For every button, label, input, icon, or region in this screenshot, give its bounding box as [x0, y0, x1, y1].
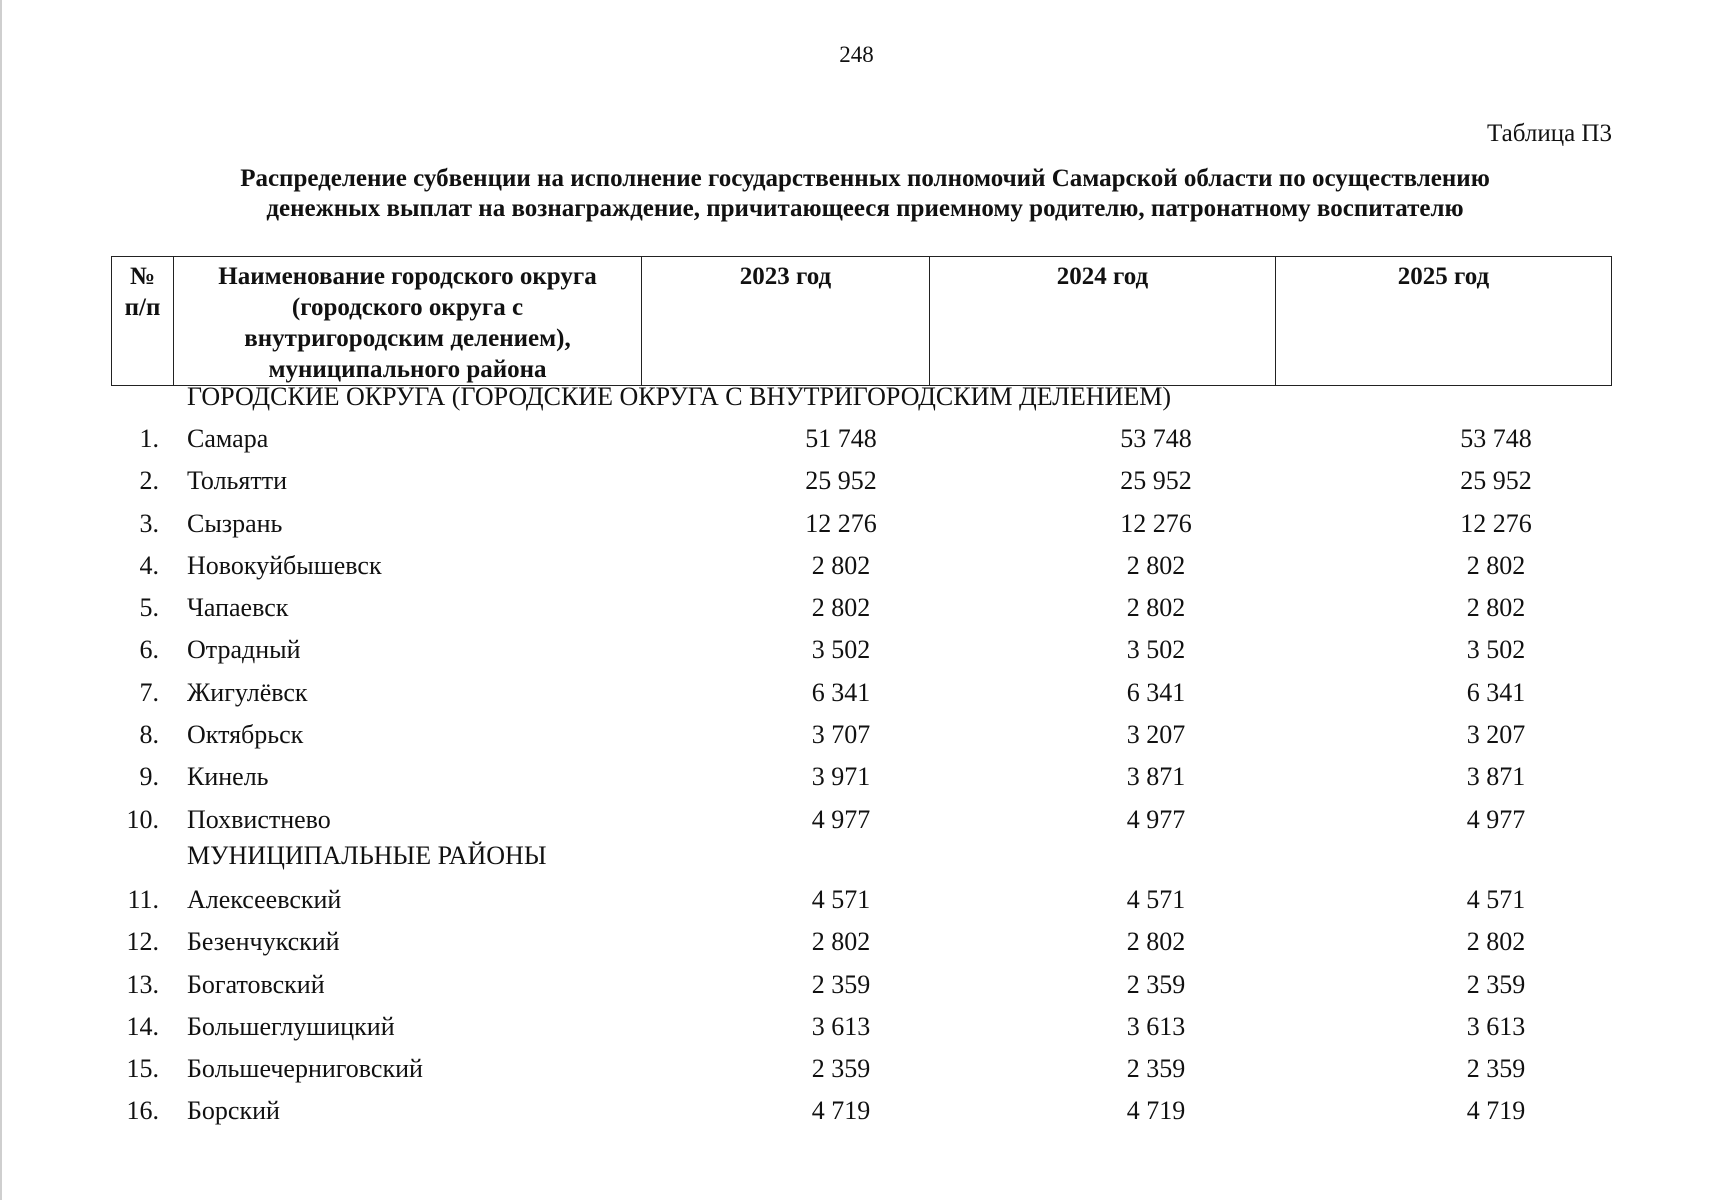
- header-year-2023: 2023 год: [642, 257, 930, 386]
- row-number: 13.: [126, 969, 159, 999]
- header-name-line: Наименование городского округа: [218, 263, 597, 290]
- table-row: [111, 418, 1611, 460]
- row-value-2024: 3 613: [1126, 1011, 1186, 1041]
- title-line-1: Распределение субвенции на исполнение государственных полномочий Самарской области по осуществлению: [240, 165, 1490, 192]
- row-value-2024: 2 802: [1126, 593, 1186, 623]
- row-value-2023: 2 359: [811, 1054, 871, 1084]
- row-name: Октябрьск: [187, 720, 304, 750]
- row-value-2023: 3 502: [811, 635, 871, 665]
- table-row: [111, 587, 1611, 629]
- row-name: Богатовский: [187, 969, 325, 999]
- row-value-2024: 3 207: [1126, 720, 1186, 750]
- row-value-2023: 4 571: [811, 884, 871, 914]
- row-value-2024: 3 502: [1126, 635, 1186, 665]
- table-row: [111, 799, 1611, 841]
- row-name: Борский: [187, 1096, 280, 1126]
- row-name: Похвистнево: [187, 804, 331, 834]
- header-name-line: внутригородским делением),: [244, 325, 571, 352]
- row-value-2023: 4 977: [811, 804, 871, 834]
- row-value-2025: 2 802: [1466, 927, 1526, 957]
- title-line-2: денежных выплат на вознаграждение, причитающееся приемному родителю, патронатному воспитателю: [266, 195, 1464, 222]
- header-name-line: (городского округа с: [291, 294, 524, 321]
- row-number: 16.: [126, 1096, 159, 1126]
- row-name: Чапаевск: [187, 593, 289, 623]
- row-name: Кинель: [187, 762, 269, 792]
- row-value-2023: 2 802: [811, 593, 871, 623]
- row-value-2024: 4 977: [1126, 804, 1186, 834]
- row-value-2023: 2 359: [811, 969, 871, 999]
- row-value-2025: 6 341: [1466, 677, 1526, 707]
- row-value-2024: 2 359: [1126, 1054, 1186, 1084]
- row-value-2025: 2 359: [1466, 1054, 1526, 1084]
- row-value-2025: 2 359: [1466, 969, 1526, 999]
- row-value-2025: 2 802: [1466, 550, 1526, 580]
- row-number: 15.: [126, 1054, 159, 1084]
- row-number: 11.: [127, 884, 159, 914]
- header-name: [174, 257, 642, 386]
- row-value-2025: 4 719: [1466, 1096, 1526, 1126]
- row-value-2025: 2 802: [1466, 593, 1526, 623]
- table-row: [111, 672, 1611, 714]
- row-value-2023: 3 971: [811, 762, 871, 792]
- row-value-2024: 6 341: [1126, 677, 1186, 707]
- row-value-2024: 4 571: [1126, 884, 1186, 914]
- header-number-line: №: [129, 263, 156, 290]
- row-value-2024: 25 952: [1120, 466, 1192, 496]
- row-value-2024: 4 719: [1126, 1096, 1186, 1126]
- row-value-2023: 51 748: [805, 424, 877, 453]
- section-title: МУНИЦИПАЛЬНЫЕ РАЙОНЫ: [187, 840, 547, 870]
- header-name-line: муниципального района: [268, 356, 547, 383]
- row-value-2023: 6 341: [811, 677, 871, 707]
- table-row: [111, 714, 1611, 756]
- row-name: Новокуйбышевск: [187, 550, 382, 580]
- row-value-2025: 4 977: [1466, 804, 1526, 834]
- row-value-2024: 53 748: [1120, 424, 1192, 453]
- row-value-2024: 2 802: [1126, 927, 1186, 957]
- row-value-2023: 2 802: [811, 927, 871, 957]
- table-label: Таблица П3: [1487, 120, 1612, 147]
- table-row: [111, 629, 1611, 671]
- row-value-2025: 12 276: [1460, 508, 1532, 538]
- row-name: Алексеевский: [187, 884, 342, 914]
- row-name: Жигулёвск: [187, 677, 308, 707]
- section-row: [111, 382, 1611, 418]
- row-name: Большеглушицкий: [187, 1011, 395, 1041]
- row-name: Сызрань: [187, 508, 283, 538]
- table-row: [111, 921, 1611, 963]
- document-title: [140, 164, 1590, 224]
- row-number: 10.: [126, 804, 159, 834]
- row-value-2023: 25 952: [805, 466, 877, 496]
- row-value-2023: 4 719: [811, 1096, 871, 1126]
- table-row: [111, 1048, 1611, 1090]
- row-value-2024: 12 276: [1120, 508, 1192, 538]
- row-value-2025: 3 502: [1466, 635, 1526, 665]
- row-number: 6.: [139, 635, 159, 665]
- table-row: [111, 545, 1611, 587]
- row-number: 2.: [139, 466, 159, 496]
- table-row: [111, 1090, 1611, 1132]
- header-year-2025: 2025 год: [1276, 257, 1612, 386]
- row-value-2023: 3 613: [811, 1011, 871, 1041]
- row-number: 5.: [139, 593, 159, 623]
- row-number: 7.: [139, 677, 159, 707]
- row-value-2025: 53 748: [1460, 424, 1532, 453]
- row-value-2025: 4 571: [1466, 884, 1526, 914]
- row-value-2023: 2 802: [811, 550, 871, 580]
- header-year-2024: 2024 год: [930, 257, 1276, 386]
- row-name: Отрадный: [187, 635, 301, 665]
- row-number: 1.: [139, 424, 159, 453]
- header-number: [112, 257, 174, 386]
- table-header: [111, 256, 1612, 386]
- section-row: [111, 841, 1611, 879]
- row-value-2024: 2 359: [1126, 969, 1186, 999]
- row-number: 3.: [139, 508, 159, 538]
- row-name: Безенчукский: [187, 927, 340, 957]
- table-body: [111, 382, 1611, 1133]
- header-number-line: п/п: [124, 294, 161, 321]
- row-name: Большечерниговский: [187, 1054, 423, 1084]
- row-number: 9.: [139, 762, 159, 792]
- table-row: [111, 756, 1611, 798]
- row-value-2023: 3 707: [811, 720, 871, 750]
- page-number: 248: [839, 42, 874, 67]
- row-number: 12.: [126, 927, 159, 957]
- table-row: [111, 503, 1611, 545]
- row-value-2024: 3 871: [1126, 762, 1186, 792]
- table-row: [111, 964, 1611, 1006]
- row-value-2025: 3 871: [1466, 762, 1526, 792]
- row-value-2025: 3 207: [1466, 720, 1526, 750]
- row-value-2025: 25 952: [1460, 466, 1532, 496]
- row-value-2023: 12 276: [805, 508, 877, 538]
- table-row: [111, 460, 1611, 502]
- row-name: Самара: [187, 424, 269, 453]
- scan-edge: [0, 0, 2, 1200]
- row-value-2025: 3 613: [1466, 1011, 1526, 1041]
- row-name: Тольятти: [187, 466, 288, 496]
- row-number: 14.: [126, 1011, 159, 1041]
- table-row: [111, 1006, 1611, 1048]
- row-number: 4.: [139, 550, 159, 580]
- row-value-2024: 2 802: [1126, 550, 1186, 580]
- table-row: [111, 879, 1611, 921]
- row-number: 8.: [139, 720, 159, 750]
- section-title: ГОРОДСКИЕ ОКРУГА (ГОРОДСКИЕ ОКРУГА С ВНУТРИГОРОДСКИМ ДЕЛЕНИЕМ): [187, 382, 1172, 411]
